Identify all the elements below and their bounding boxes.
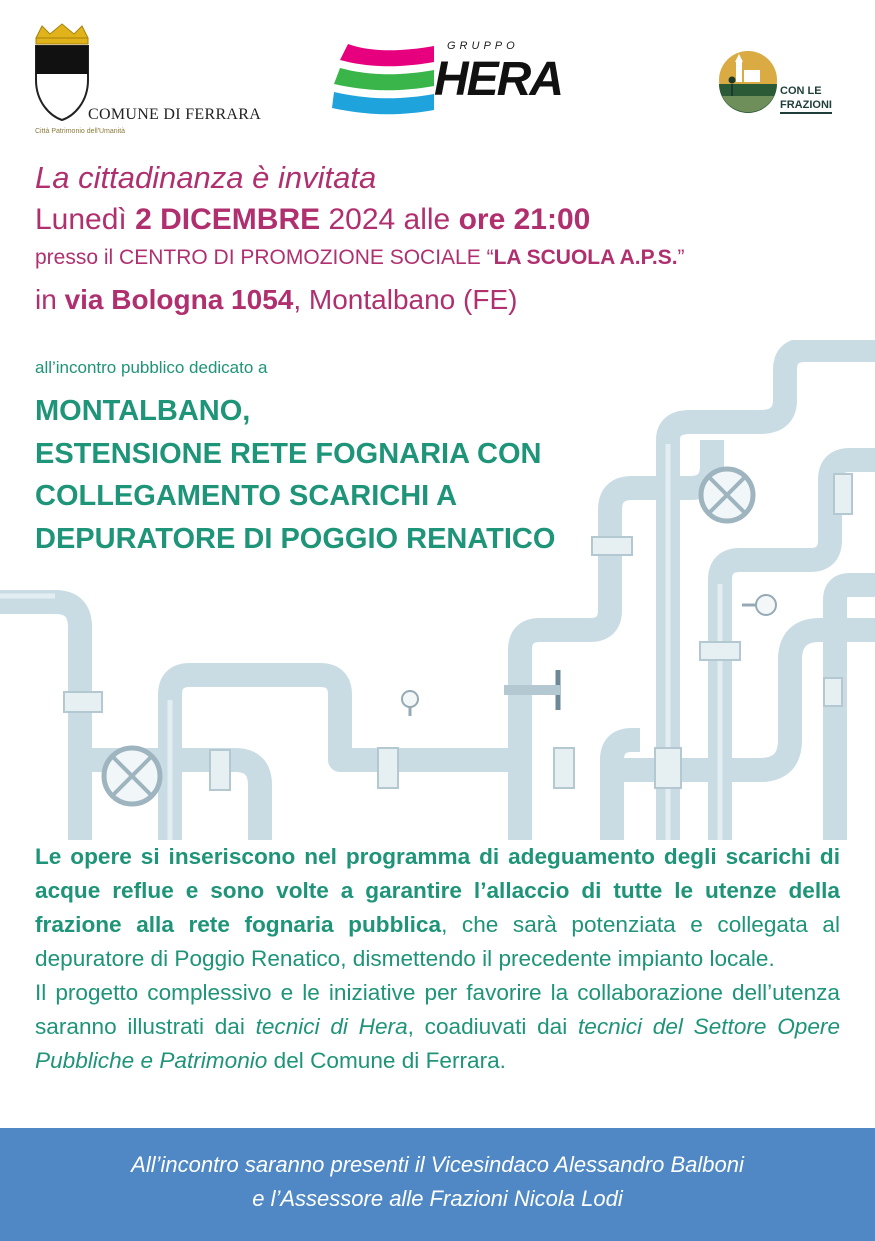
headline: [35, 390, 555, 560]
hera-group-label: GRUPPO: [447, 40, 519, 52]
frazioni-label-line1: CON LE: [780, 85, 822, 97]
body-bold-text: Le opere si inseriscono nel programma di adeguamento degli scarichi di acque reflue e sono volte a garantire l’allaccio di tutte le utenze della frazione alla rete fognaria pubblica: [35, 844, 840, 937]
invitation-line: La cittadinanza è invitata: [35, 160, 377, 195]
headline-line: MONTALBANO,: [35, 395, 251, 427]
address-suffix: , Montalbano (FE): [293, 284, 518, 315]
event-date: [35, 203, 590, 237]
footer-line-1: All’incontro saranno presenti il Vicesindaco Alessandro Balboni: [131, 1152, 744, 1177]
address-prefix: in: [35, 284, 65, 315]
venue-suffix: ”: [677, 246, 685, 269]
body-text-rest: , che sarà potenziata e collegata al depuratore di Poggio Renatico, dismettendo il precedente impianto locale.: [35, 912, 840, 971]
body-paragraph-1: [35, 844, 840, 971]
body-text-part: , coadiuvati dai: [407, 1014, 578, 1039]
headline-line: COLLEGAMENTO SCARICHI A: [35, 480, 458, 512]
body-paragraph-2: [35, 980, 840, 1073]
comune-subtitle: Città Patrimonio dell'Umanità: [35, 128, 126, 135]
address-street: via Bologna 1054: [64, 284, 294, 315]
comune-ferrara-logo: [30, 22, 270, 142]
hera-wordmark: HERA: [434, 53, 563, 106]
date-prefix: Lunedì: [35, 203, 136, 236]
date-day: 2 DICEMBRE: [135, 203, 321, 236]
body-text: [35, 840, 840, 1078]
date-year: 2024 alle: [320, 203, 459, 236]
body-text-part: Il progetto complessivo e le iniziative per favorire la collaborazione dell’utenza saranno illustrati dai: [35, 980, 840, 1039]
footer-line-2: e l’Assessore alle Frazioni Nicola Lodi: [252, 1186, 623, 1211]
body-text-part: del Comune di Ferrara.: [267, 1048, 506, 1073]
headline-line: ESTENSIONE RETE FOGNARIA CON: [35, 437, 542, 470]
headline-line: DEPURATORE DI POGGIO RENATICO: [35, 522, 556, 555]
event-venue: [35, 246, 685, 270]
body-italic-hera: tecnici di Hera: [255, 1014, 408, 1039]
body-italic-settore: tecnici del Settore Opere Pubbliche e Patrimonio: [35, 1014, 841, 1073]
comune-name: COMUNE DI FERRARA: [88, 106, 262, 123]
frazioni-label-line2: FRAZIONI: [780, 99, 832, 114]
intro-text: all’incontro pubblico dedicato a: [35, 358, 268, 377]
event-time: ore 21:00: [458, 203, 591, 236]
event-address: [35, 284, 517, 316]
venue-name: LA SCUOLA A.P.S.: [493, 246, 678, 269]
venue-prefix: presso il CENTRO DI PROMOZIONE SOCIALE “: [35, 246, 494, 269]
footer-text: [0, 1148, 875, 1216]
